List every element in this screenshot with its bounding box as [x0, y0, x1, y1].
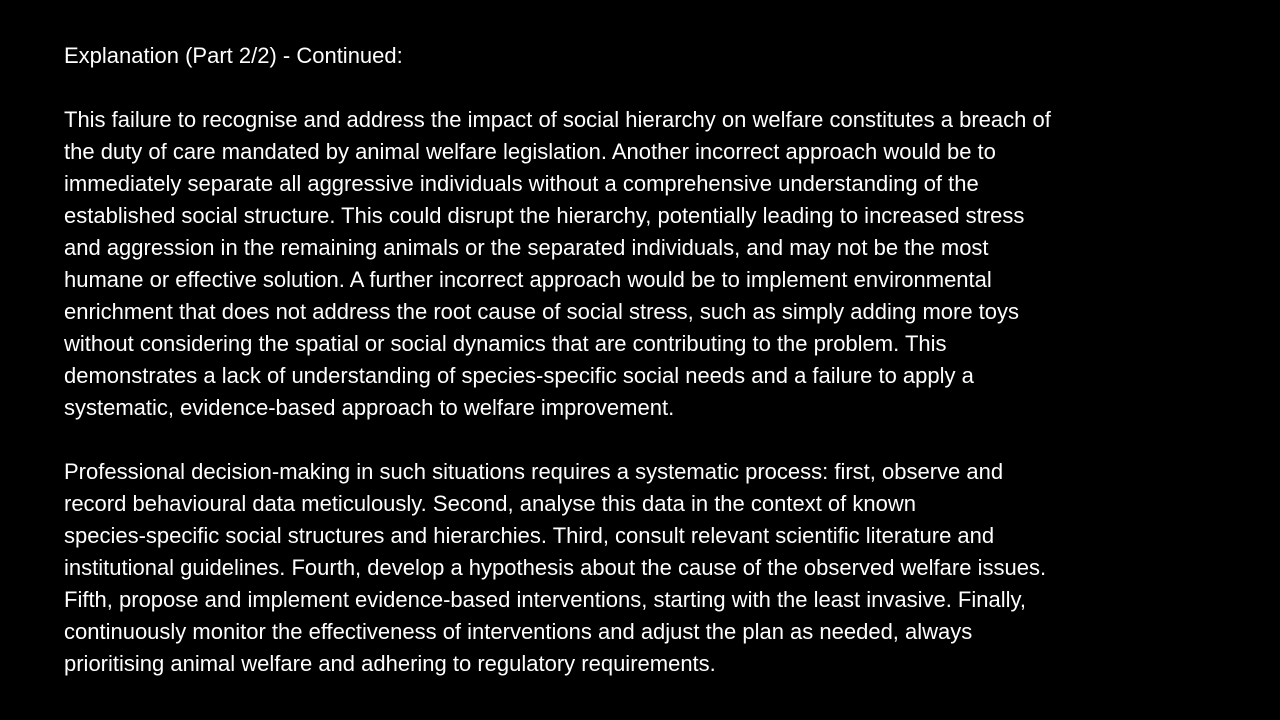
- text-line: and aggression in the remaining animals or the separated individuals, and may not be the most: [64, 235, 989, 260]
- text-line: record behavioural data meticulously. Second, analyse this data in the context of known: [64, 491, 916, 516]
- text-line: species-specific social structures and hierarchies. Third, consult relevant scientific literature and: [64, 523, 995, 548]
- text-line: Professional decision-making in such situations requires a systematic process: first, observe and: [64, 459, 1004, 484]
- text-line: institutional guidelines. Fourth, develop a hypothesis about the cause of the observed welfare issues.: [64, 555, 1047, 580]
- text-line: without considering the spatial or social dynamics that are contributing to the problem. This: [64, 331, 947, 356]
- text-line: Fifth, propose and implement evidence-based interventions, starting with the least invasive. Finally,: [64, 587, 1026, 612]
- text-line: humane or effective solution. A further incorrect approach would be to implement environmental: [64, 267, 992, 292]
- paragraph-1: [64, 104, 1224, 424]
- paragraph-2: [64, 456, 1224, 680]
- text-line: prioritising animal welfare and adhering to regulatory requirements.: [64, 651, 716, 676]
- text-line: continuously monitor the effectiveness of interventions and adjust the plan as needed, always: [64, 619, 973, 644]
- text-line: the duty of care mandated by animal welfare legislation. Another incorrect approach would be to: [64, 139, 996, 164]
- text-line: established social structure. This could disrupt the hierarchy, potentially leading to increased stress: [64, 203, 1025, 228]
- document-page: [64, 40, 1224, 712]
- text-line: systematic, evidence-based approach to welfare improvement.: [64, 395, 675, 420]
- text-line: immediately separate all aggressive individuals without a comprehensive understanding of the: [64, 171, 979, 196]
- text-line: enrichment that does not address the root cause of social stress, such as simply adding more toys: [64, 299, 1020, 324]
- section-heading: Explanation (Part 2/2) - Continued:: [64, 43, 403, 68]
- text-line: demonstrates a lack of understanding of species-specific social needs and a failure to apply a: [64, 363, 974, 388]
- text-line: This failure to recognise and address the impact of social hierarchy on welfare constitutes a breach of: [64, 107, 1051, 132]
